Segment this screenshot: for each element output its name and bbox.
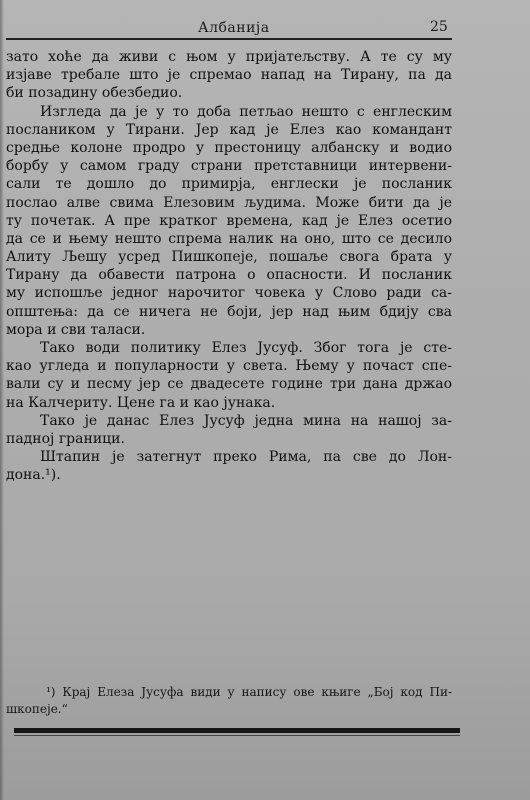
text-line: средње колоне продро у престоницу албанску и водио: [6, 139, 452, 156]
text-line: као угледа и популарности у света. Њему у почаст спе-: [6, 358, 452, 375]
page-edge-shadow: [0, 0, 4, 800]
text-line: дона.¹).: [6, 467, 61, 484]
text-line: послао алве свима Елезовим људима. Може бити да је: [6, 194, 452, 211]
footnote: [6, 684, 452, 718]
text-line: борбу у самом граду страни претставници интервени-: [6, 158, 452, 175]
text-line: ту почетак. А пре кратког времена, кад је Елез осетио: [6, 212, 452, 229]
text-line: Алиту Љешу усред Пишкопеје, пошаље свога брата у: [6, 249, 452, 266]
text-line: сали те дошло до примирја, енглески је посланик: [6, 176, 452, 193]
bottom-rule: [14, 728, 460, 733]
footnote-line: ¹) Крај Елеза Јусуфа види у напису ове књиге „Бој код Пи-: [46, 685, 452, 699]
text-line: му испошље једног нарочитог човека у Слово ради са-: [6, 285, 452, 302]
text-line: вали су и песму јер се двадесете године три дана држао: [6, 376, 452, 393]
running-title: Албанија: [198, 20, 270, 36]
text-line: Тако је данас Елез Јусуф једна мина на нашој за-: [40, 412, 452, 429]
text-line: на Калчериту. Цене га и као јунака.: [6, 394, 276, 411]
text-line: падној граници.: [6, 430, 125, 447]
text-line: Штапин је затегнут преко Рима, па све до Лон-: [40, 449, 452, 466]
text-line: да се и њему нешто спрема налик на оно, што се десило: [6, 230, 452, 247]
body-text: [6, 48, 452, 485]
page-number: 25: [430, 19, 448, 35]
text-line: мора и сви таласи.: [6, 321, 146, 338]
text-line: послаником у Тирани. Јер кад је Елез као командант: [6, 121, 452, 138]
bottom-rule-thin: [14, 735, 460, 736]
text-line: Тако води политику Елез Јусуф. Због тога је сте-: [40, 340, 452, 356]
text-line: би позадину обезбедио.: [6, 85, 183, 102]
text-line: зато хоће да живи с њом у пријатељству. А те су му: [6, 49, 452, 65]
page-header: [0, 14, 460, 40]
text-line: општења: да се ничега не боји, јер над њим бдију сва: [6, 303, 452, 320]
text-line: Тирану да обавести патрона о опасности. И посланик: [6, 267, 452, 284]
text-line: изјаве требале што је спремао напад на Тирану, па да: [6, 67, 452, 84]
footnote-line: шкопеје.“: [6, 702, 68, 716]
text-line: Изгледа да је у то доба петљао нешто с енглеским: [40, 103, 452, 120]
header-rule: [6, 38, 452, 40]
